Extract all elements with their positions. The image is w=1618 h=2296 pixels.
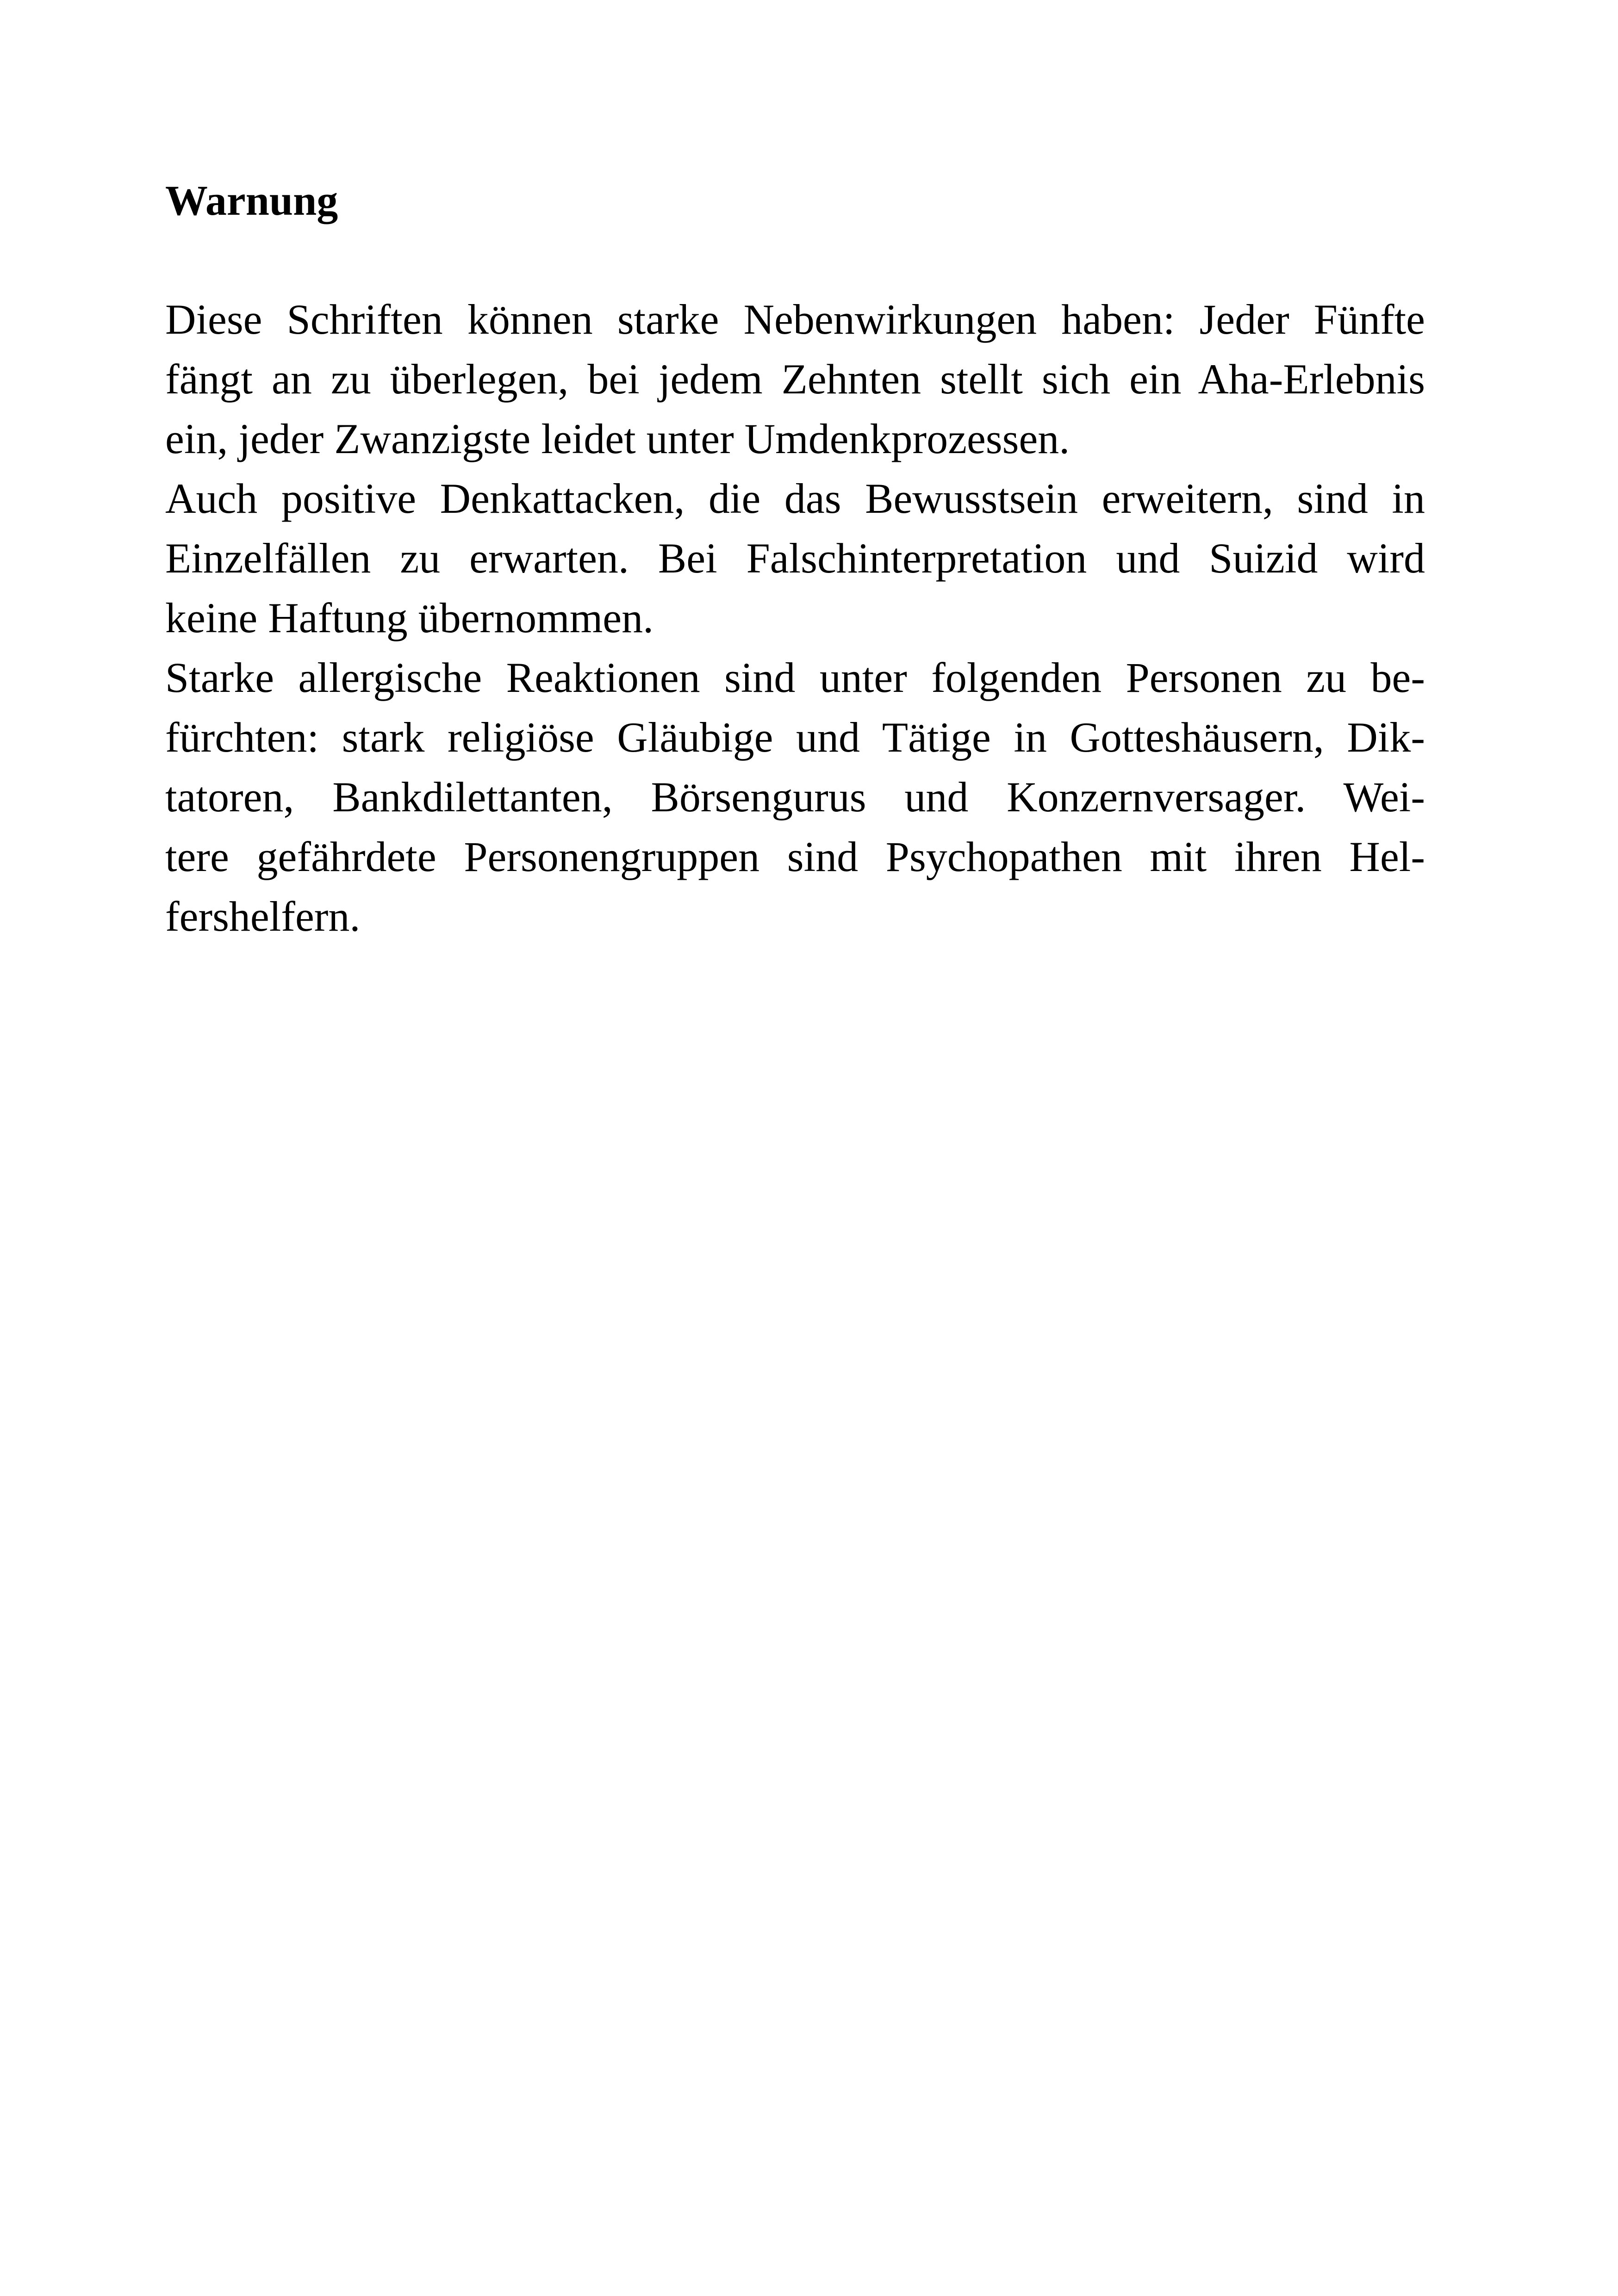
text-line: tere gefährdete Personengruppen sind Psychopathen mit ihren Hel- [165,833,1425,880]
text-line: ein, jeder Zwanzigste leidet unter Umdenkprozessen. [165,415,1070,462]
text-line: Einzelfällen zu erwarten. Bei Falschinterpretation und Suizid wird [165,535,1425,582]
text-line: tatoren, Bankdilettanten, Börsengurus und Konzernversager. Wei- [165,773,1425,821]
text-line: Diese Schriften können starke Nebenwirkungen haben: Jeder Fünfte [165,296,1425,343]
text-line: Auch positive Denkattacken, die das Bewusstsein erweitern, sind in [165,475,1425,522]
text-line: keine Haftung übernommen. [165,594,654,641]
text-line: Starke allergische Reaktionen sind unter folgenden Personen zu be- [165,654,1425,701]
text-line: fängt an zu überlegen, bei jedem Zehnten stellt sich ein Aha-Erlebnis [165,355,1425,403]
text-line: fürchten: stark religiöse Gläubige und Tätige in Gotteshäusern, Dik- [165,714,1425,761]
page-heading: Warnung [165,177,338,224]
text-line: fershelfern. [165,893,361,940]
